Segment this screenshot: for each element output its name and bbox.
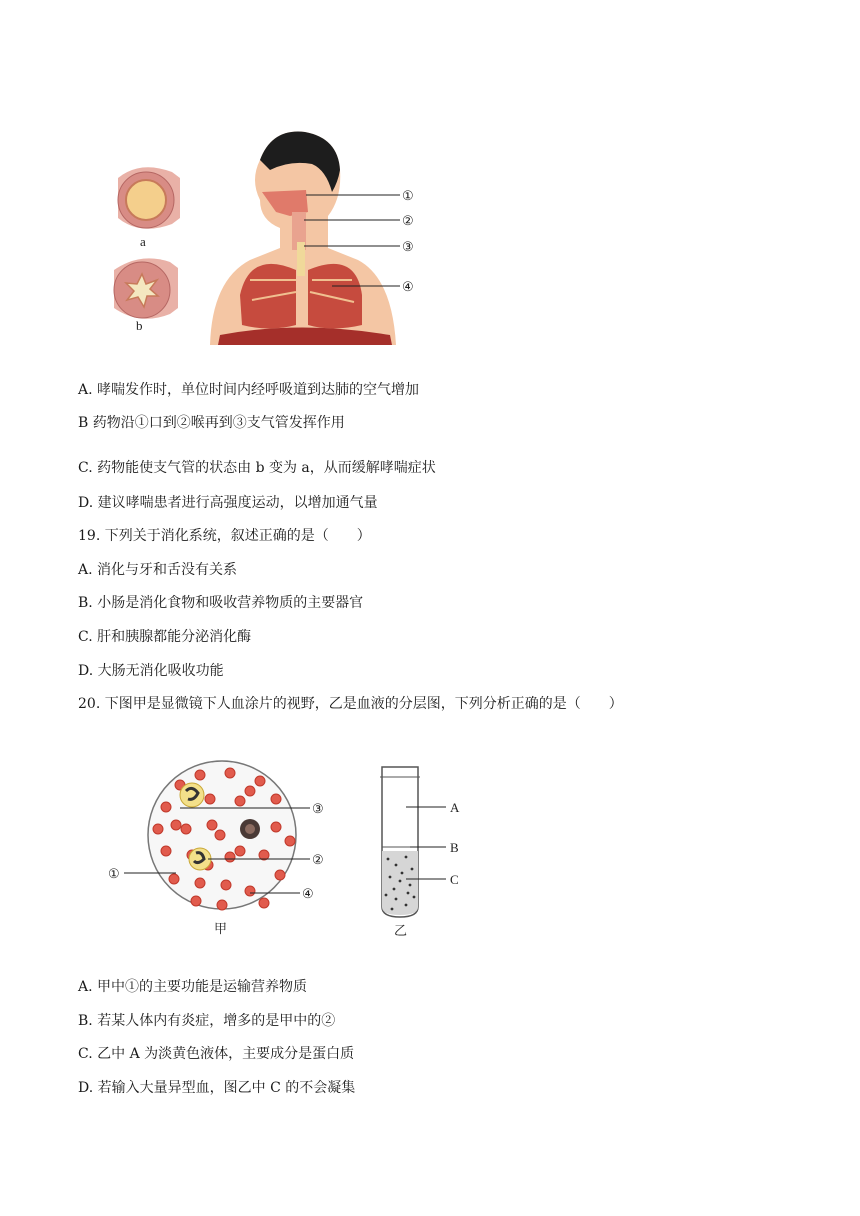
human-torso	[210, 132, 396, 345]
test-tube-figure	[370, 755, 480, 945]
label-c: C	[450, 872, 459, 887]
q20-option-b: B. 若某人体内有炎症，增多的是甲中的②	[78, 1013, 336, 1029]
blood-smear-figure	[100, 755, 340, 945]
q18-option-c: C. 药物能使支气管的状态由 b 变为 a，从而缓解哮喘症状	[78, 460, 436, 476]
white-blood-cell-upper	[180, 783, 204, 807]
q19-option-c: C. 肝和胰腺都能分泌消化酶	[78, 629, 252, 645]
label-b: B	[450, 840, 459, 855]
q18-option-b: B 药物沿①口到②喉再到③支气管发挥作用	[78, 415, 345, 431]
marker-4: ④	[302, 886, 314, 901]
white-blood-cell-lower	[189, 848, 211, 870]
caption-jia: 甲	[214, 921, 228, 936]
label-a: A	[450, 800, 460, 815]
marker-1: ①	[108, 866, 120, 881]
q18-option-d: D. 建议哮喘患者进行高强度运动，以增加通气量	[78, 495, 378, 511]
label-a: a	[140, 234, 146, 249]
bronchus-cross-section-a	[118, 167, 180, 229]
q20-option-a: A. 甲中①的主要功能是运输营养物质	[78, 979, 308, 995]
marker-2: ②	[402, 213, 414, 228]
q19-stem: 19. 下列关于消化系统，叙述正确的是（ ）	[78, 528, 371, 544]
marker-1: ①	[402, 188, 414, 203]
marker-3: ③	[312, 801, 324, 816]
marker-2: ②	[312, 852, 324, 867]
q20-option-c: C. 乙中 A 为淡黄色液体，主要成分是蛋白质	[78, 1046, 355, 1062]
marker-4: ④	[402, 279, 414, 294]
q18-option-a: A. 哮喘发作时，单位时间内经呼吸道到达肺的空气增加	[78, 382, 420, 398]
q19-option-a: A. 消化与牙和舌没有关系	[78, 562, 238, 578]
q20-option-d: D. 若输入大量异型血，图乙中 C 的不会凝集	[78, 1080, 356, 1096]
label-b: b	[136, 318, 143, 333]
q19-option-b: B. 小肠是消化食物和吸收营养物质的主要器官	[78, 595, 364, 611]
q19-option-d: D. 大肠无消化吸收功能	[78, 663, 224, 679]
white-blood-cell-dark	[240, 819, 260, 839]
respiratory-system-figure	[100, 120, 430, 350]
caption-yi: 乙	[394, 923, 408, 938]
marker-3: ③	[402, 239, 414, 254]
bronchus-cross-section-b	[114, 258, 178, 318]
q20-stem: 20. 下图甲是显微镜下人血涂片的视野，乙是血液的分层图，下列分析正确的是（ ）	[78, 696, 623, 712]
